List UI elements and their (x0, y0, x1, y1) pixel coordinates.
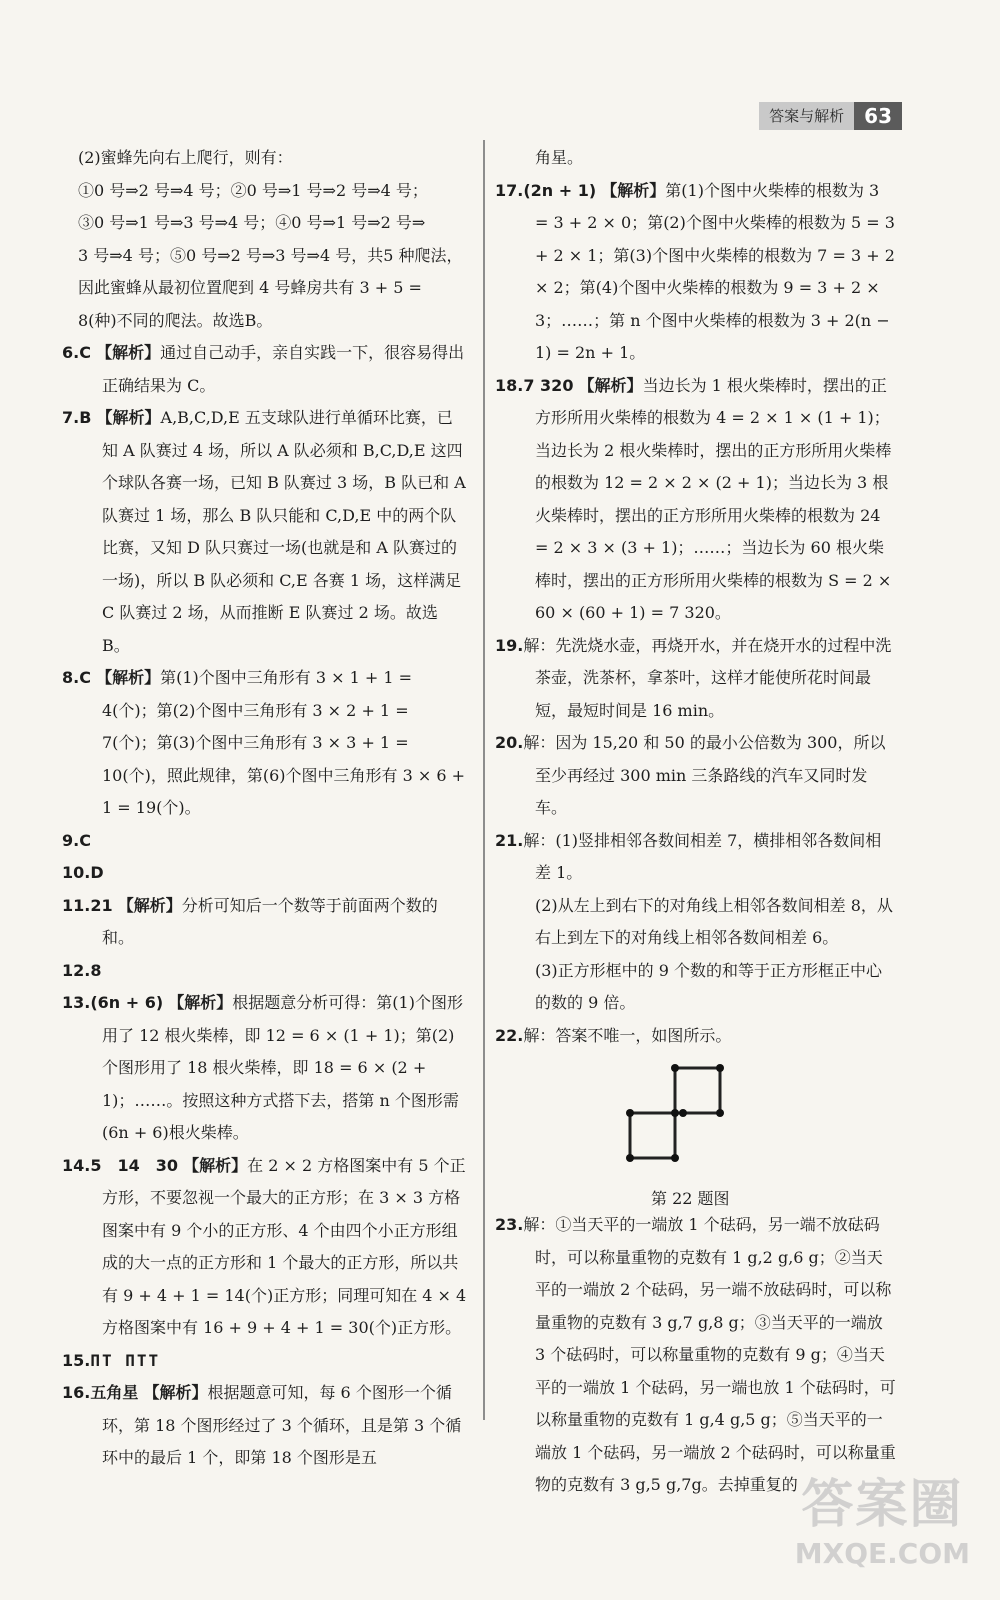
item-text: 根据题意可知，每 6 个图形一个循环，第 18 个图形经过了 3 个循环，且是第 3 个循环中的最后 1 个，即第 18 个图形是五 (102, 1383, 462, 1467)
item-number: 6. (62, 343, 80, 362)
item-answer: 5 14 30 (90, 1155, 179, 1175)
item-text: 角星。 (535, 148, 584, 167)
item-number: 11. (62, 895, 91, 915)
left-column (62, 142, 467, 1475)
answer-item (495, 370, 897, 630)
watermark-logo: 答案圈 (801, 1475, 964, 1535)
figure-22 (495, 1058, 897, 1182)
item-number: 9. (62, 830, 80, 850)
analysis-tag: 【解析】 (117, 895, 182, 915)
item-number: 18. (495, 375, 524, 395)
item-answer: C (79, 830, 91, 850)
item-text: 解：①当天平的一端放 1 个砝码，另一端不放砝码时，可以称量重物的克数有 1 g,2 g,6 g；②当天平的一端放 2 个砝码，另一端不放砝码时，可以称量重物的克数有 3 g,7 g,8 g；③当天平的一端放 3 个砝码时，可以称量重物的克数有 9 g；④当天平的一端放 1 个砝码，另一端也放 1 个砝码时，可以称量重物的克数有 1 g,4 g,5 g；⑤当天平的一端放 1 个砝码，另一端放 2 个砝码时，可以称量重物的克数有 3 g,5 g,7g。去掉重复的 (523, 1215, 896, 1494)
analysis-tag: 【解析】 (96, 408, 161, 427)
item-text: 在 2 × 2 方格图案中有 5 个正方形，不要忽视一个最大的正方形；在 3 × 3 方格图案中有 9 个小的正方形、4 个由四个小正方形组成的大一点的正方形和 1 个最大的正方形，所以共有 9 + 4 + 1 = 14(个)正方形；同理可知在 4 × 4 方格图案中有 16 + 9 + 4 + 1 = 30(个)正方形。 (102, 1155, 467, 1337)
answer-item (495, 142, 897, 175)
answer-item (495, 1020, 897, 1053)
item-number: 15. (62, 1350, 91, 1370)
matchstick-figure (625, 1058, 775, 1178)
item-answer: (2n + 1) (523, 180, 597, 200)
item-number: 21. (495, 830, 524, 850)
figure-caption: 第 22 题图 (651, 1189, 730, 1208)
item-text: 解：(1)竖排相邻各数间相差 7，横排相邻各数间相差 1。 (523, 830, 882, 882)
item-text: 通过自己动手，亲自实践一下，很容易得出正确结果为 C。 (102, 343, 465, 395)
analysis-tag: 【解析】 (96, 668, 161, 687)
answer-item (62, 402, 467, 662)
item-text: 根据题意分析可得：第(1)个图形用了 12 根火柴棒，即 12 = 6 × (1 + 1)；第(2)个图形用了 18 根火柴棒，即 18 = 6 × (2 + 1)；……。按照这种方式搭下去，搭第 n 个图形需(6n + 6)根火柴棒。 (102, 993, 463, 1142)
item-answer: 21 (90, 895, 113, 915)
item-number: 17. (495, 180, 524, 200)
item-number: 22. (495, 1025, 524, 1045)
answer-item (62, 890, 467, 955)
item-number: 8. (62, 668, 80, 687)
section-label: 答案与解析 (759, 102, 854, 130)
item-number: 16. (62, 1383, 91, 1402)
answer-item (62, 825, 467, 858)
item-text: 第(1)个图中三角形有 3 × 1 + 1 = 4(个)；第(2)个图中三角形有 3 × 2 + 1 = 7(个)；第(3)个图中三角形有 3 × 3 + 1 = 10(个)，照此规律，第(6)个图中三角形有 3 × 6 + 1 = 19(个)。 (102, 668, 466, 817)
item-text: ③0 号⇒1 号⇒3 号⇒4 号；④0 号⇒1 号⇒2 号⇒ (78, 213, 426, 232)
tally-marks: ПТ ПТТ (90, 1350, 161, 1370)
watermark (795, 1462, 970, 1570)
item-number: 20. (495, 733, 524, 752)
answer-item (62, 272, 467, 305)
item-text: 第(1)个图中火柴棒的根数为 3 = 3 + 2 × 0；第(2)个图中火柴棒的根数为 5 = 3 + 2 × 1；第(3)个图中火柴棒的根数为 7 = 3 + 2 × 2；第(4)个图中火柴棒的根数为 9 = 3 + 2 × 3；……；第 n 个图中火柴棒的根数为 3 + 2(n − 1) = 2n + 1。 (535, 180, 895, 362)
analysis-tag: 【解析】 (578, 375, 643, 395)
item-text: 解：答案不唯一，如图所示。 (523, 1025, 732, 1045)
item-answer: C (79, 668, 91, 687)
item-number: 7. (62, 408, 80, 427)
answer-item (62, 857, 467, 890)
answer-item (62, 240, 467, 273)
answer-item (495, 890, 897, 955)
item-number: 10. (62, 863, 91, 882)
answer-item (62, 175, 467, 208)
item-text: 解：因为 15,20 和 50 的最小公倍数为 300，所以至少再经过 300 min 三条路线的汽车又同时发车。 (523, 733, 886, 817)
item-text: 当边长为 1 根火柴棒时，摆出的正方形所用火柴棒的根数为 4 = 2 × 1 × (1 + 1)；当边长为 2 根火柴棒时，摆出的正方形所用火柴棒的根数为 12 = 2 × 2 × (2 + 1)；当边长为 3 根火柴棒时，摆出的正方形所用火柴棒的根数为 24 = 2 × 3 × (3 + 1)；……；当边长为 60 根火柴棒时，摆出的正方形所用火柴棒的根数为 S = 2 × 60 × (60 + 1) = 7 320。 (535, 375, 892, 622)
column-divider (483, 140, 485, 1420)
answer-item (62, 337, 467, 402)
answer-item (62, 662, 467, 825)
answer-item (495, 825, 897, 890)
answer-item (62, 142, 467, 175)
analysis-tag: 【解析】 (96, 343, 161, 362)
item-text: 解：先洗烧水壶，再烧开水，并在烧开水的过程中洗茶壶，洗茶杯，拿茶叶，这样才能使所花时间最短，最短时间是 16 min。 (523, 635, 892, 720)
answer-item (62, 207, 467, 240)
item-answer: 五角星 (90, 1383, 139, 1402)
page-number: 63 (854, 102, 902, 130)
item-number: 14. (62, 1155, 91, 1175)
item-text: (3)正方形框中的 9 个数的和等于正方形框正中心的数的 9 倍。 (535, 960, 883, 1012)
page-header (759, 102, 902, 130)
answer-item (495, 630, 897, 728)
answer-item (62, 987, 467, 1150)
item-number: 19. (495, 635, 524, 655)
right-column-top (495, 142, 897, 1052)
item-number: 23. (495, 1215, 524, 1234)
item-text: (2)蜜蜂先向右上爬行，则有： (78, 148, 293, 167)
item-text: 因此蜜蜂从最初位置爬到 4 号蜂房共有 3 + 5 = (78, 278, 422, 297)
answer-item (495, 175, 897, 370)
answer-item (62, 1377, 467, 1475)
answer-item (62, 305, 467, 338)
item-answer: 8 (90, 960, 102, 980)
item-text: A,B,C,D,E 五支球队进行单循环比赛，已知 A 队赛过 4 场，所以 A 队必须和 B,C,D,E 这四个球队各赛一场，已知 B 队赛过 3 场，B 队已和 A 队赛过 1 场，那么 B 队只能和 C,D,E 中的两个队比赛，又知 D 队只赛过一场(也就是和 A 队赛过的一场)，所以 B 队必须和 C,E 各赛 1 场，这样满足 C 队赛过 2 场，从而推断 E 队赛过 2 场。故选 B。 (102, 408, 466, 655)
answer-item (62, 1150, 467, 1345)
watermark-url: MXQE.COM (794, 1537, 970, 1570)
item-text: (2)从左上到右下的对角线上相邻各数间相差 8，从右上到左下的对角线上相邻各数间相差 6。 (535, 895, 893, 947)
item-text: ①0 号⇒2 号⇒4 号；②0 号⇒1 号⇒2 号⇒4 号； (78, 180, 428, 200)
item-answer: D (90, 863, 104, 882)
item-text: 分析可知后一个数等于前面两个数的和。 (102, 895, 438, 947)
item-answer: B (79, 408, 92, 427)
analysis-tag: 【解析】 (143, 1383, 208, 1402)
answer-item (495, 1209, 897, 1502)
item-answer: C (79, 343, 91, 362)
item-text: 3 号⇒4 号；⑤0 号⇒2 号⇒3 号⇒4 号，共5 种爬法， (78, 245, 463, 265)
answer-item (495, 955, 897, 1020)
item-answer: (6n + 6) (90, 993, 164, 1012)
item-answer: 7 320 (523, 375, 574, 395)
answer-item (62, 955, 467, 988)
right-column-bottom (495, 1209, 897, 1502)
right-column (495, 142, 897, 1502)
answer-item (62, 1345, 467, 1378)
item-number: 13. (62, 993, 91, 1012)
answer-item (495, 727, 897, 825)
analysis-tag: 【解析】 (183, 1155, 248, 1175)
item-text: 8(种)不同的爬法。故选B。 (78, 310, 273, 330)
analysis-tag: 【解析】 (601, 180, 666, 200)
item-number: 12. (62, 960, 91, 980)
analysis-tag: 【解析】 (168, 993, 233, 1012)
